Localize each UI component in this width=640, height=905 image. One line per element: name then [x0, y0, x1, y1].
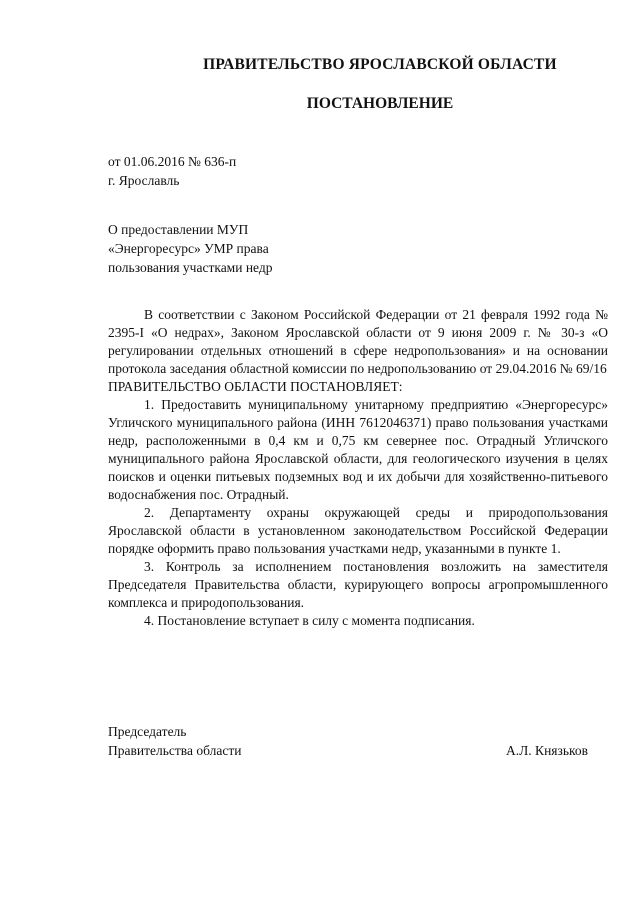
subject-line: О предоставлении МУП [108, 222, 249, 237]
subject-line: «Энергоресурс» УМР права [108, 241, 269, 256]
preamble-paragraph: В соответствии с Законом Российской Федерации от 21 февраля 1992 года № 2395-I «О недрах», Законом Ярославской области от 9 июня 2009 г. № 30-з «О регулировании отдельных отношений в сфере недропользования» и на основании протокола заседания областной комиссии по недропользованию от 29.04.2016 № 69/16 [108, 307, 608, 376]
resolution-item-2: 2. Департаменту охраны окружающей среды и природопользования Ярославской области в установленном законодательством Российской Федерации порядке оформить право пользования участками недр, указанными в пункте 1. [108, 505, 608, 556]
document-header-title: ПРАВИТЕЛЬСТВО ЯРОСЛАВСКОЙ ОБЛАСТИ [203, 56, 557, 73]
document-city: г. Ярославль [108, 173, 180, 188]
signature-block [108, 722, 588, 760]
resolution-item-3: 3. Контроль за исполнением постановления возложить на заместителя Председателя Правительства области, курирующего вопросы агропромышленного комплекса и природопользования. [108, 559, 608, 610]
signatory-position-line2: Правительства области [108, 743, 242, 758]
resolution-item-4: 4. Постановление вступает в силу с момента подписания. [144, 613, 475, 628]
document-meta [108, 152, 236, 190]
signatory-position-line1: Председатель [108, 724, 187, 739]
document-type: ПОСТАНОВЛЕНИЕ [306, 95, 454, 112]
resolution-item-1: 1. Предоставить муниципальному унитарному предприятию «Энергоресурс» Угличского муниципального района (ИНН 7612046371) право пользования участками недр, расположенными в 0,4 км и 0,75 км севернее пос. Отрадный Угличского муниципального района Ярославской области, для геологического изучения в целях поисков и оценки питьевых подземных вод и их добычи для хозяйственно-питьевого водоснабжения пос. Отрадный. [108, 397, 608, 502]
document-date-number: от 01.06.2016 № 636-п [108, 154, 237, 169]
document-body [108, 306, 608, 630]
document-subject [108, 220, 273, 277]
signatory-name: А.Л. Князьков [506, 743, 588, 758]
resolves-heading: ПРАВИТЕЛЬСТВО ОБЛАСТИ ПОСТАНОВЛЯЕТ: [108, 379, 403, 394]
signature-row [108, 741, 588, 760]
subject-line: пользования участками недр [108, 260, 273, 275]
